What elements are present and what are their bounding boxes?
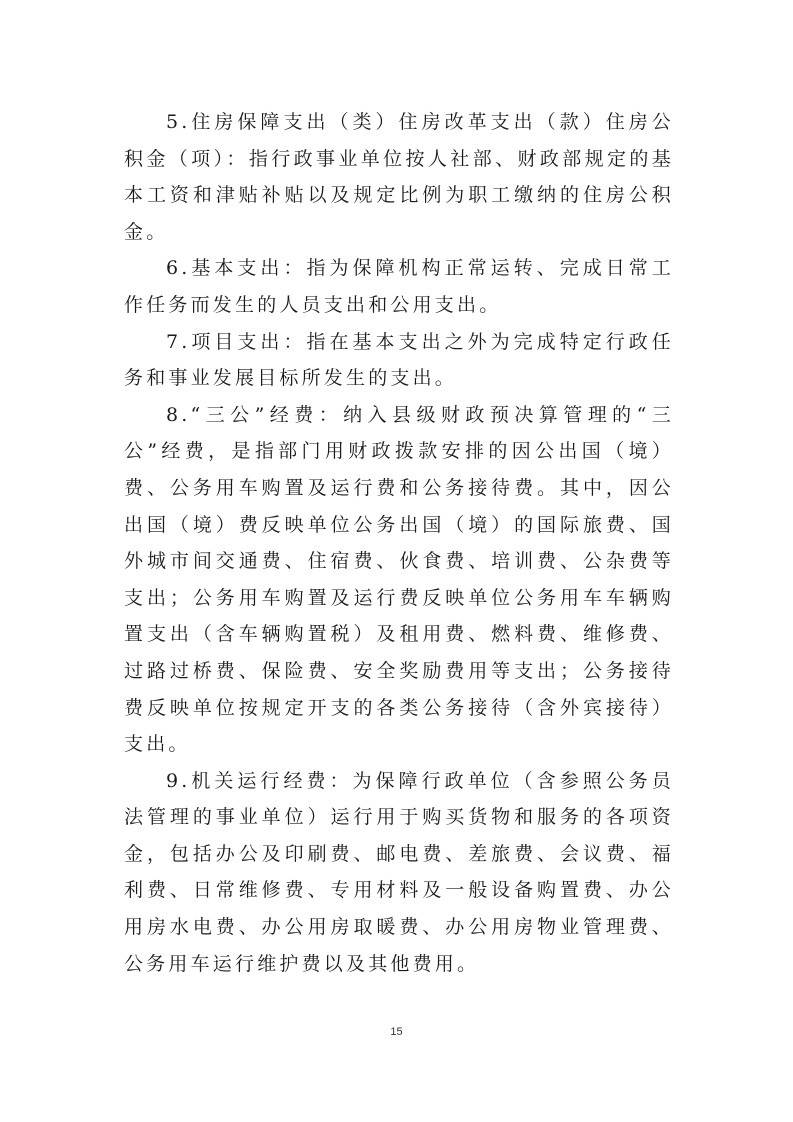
paragraph-operating-expenses: 9.机关运行经费：为保障行政单位（含参照公务员法管理的事业单位）运行用于购买货物和服务的各项资金，包括办公及印刷费、邮电费、差旅费、会议费、福利费、日常维修费、专用材料及一般设备购置费、办公用房水电费、办公用房取暖费、办公用房物业管理费、公务用车运行维护费以及其他费用。 [124, 769, 674, 975]
page-number: 15 [390, 1026, 403, 1038]
paragraph-three-public-expenses: 8.“三公”经费：纳入县级财政预决算管理的“三公”经费，是指部门用财政拨款安排的因公出国（境）费、公务用车购置及运行费和公务接待费。其中，因公出国（境）费反映单位公务出国（境）的国际旅费、国外城市间交通费、住宿费、伙食费、培训费、公杂费等支出；公务用车购置及运行费反映单位公务用车车辆购置支出（含车辆购置税）及租用费、燃料费、维修费、过路过桥费、保险费、安全奖励费用等支出；公务接待费反映单位按规定开支的各类公务接待（含外宾接待）支出。 [124, 403, 674, 756]
paragraph-basic-expenditure: 6.基本支出：指为保障机构正常运转、完成日常工作任务而发生的人员支出和公用支出。 [124, 257, 674, 316]
document-body [124, 104, 674, 982]
paragraph-project-expenditure: 7.项目支出：指在基本支出之外为完成特定行政任务和事业发展目标所发生的支出。 [124, 330, 674, 390]
paragraph-housing-fund: 5.住房保障支出（类）住房改革支出（款）住房公积金（项）：指行政事业单位按人社部、财政部规定的基本工资和津贴补贴以及规定比例为职工缴纳的住房公积金。 [124, 111, 674, 243]
